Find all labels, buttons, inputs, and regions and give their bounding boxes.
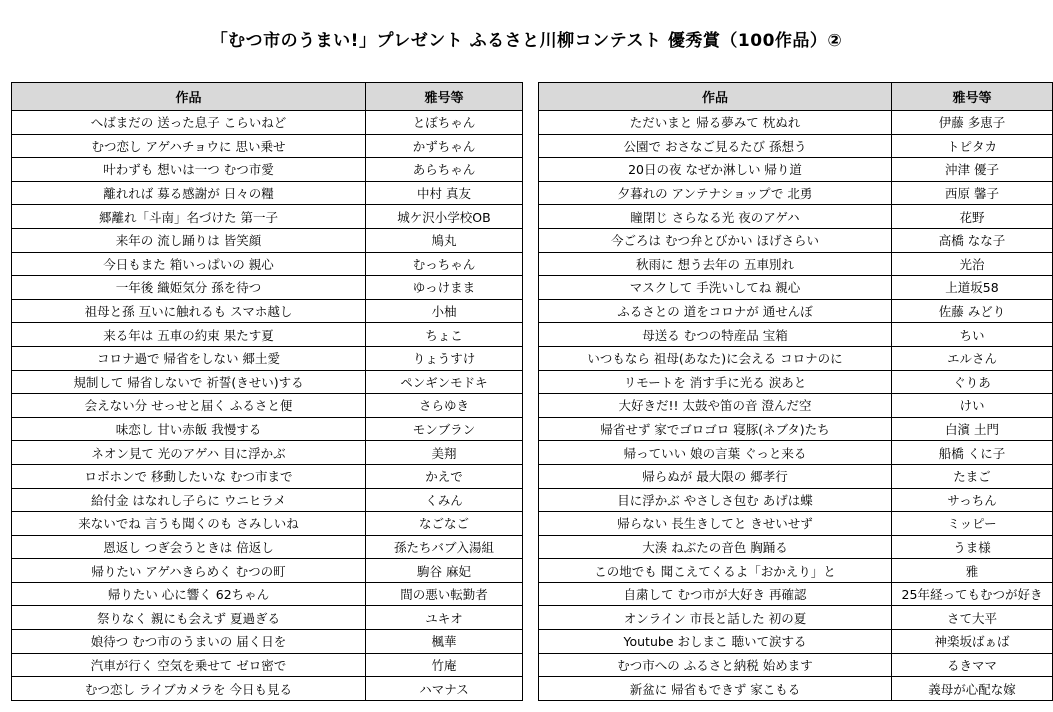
table-row <box>539 111 1053 135</box>
table-row <box>12 158 523 182</box>
penname-cell: さらゆき <box>366 394 523 418</box>
penname-cell: 佐藤 みどり <box>892 299 1053 323</box>
senryu-table-left <box>11 82 523 701</box>
column-header-work: 作品 <box>539 83 892 111</box>
senryu-work-cell: 帰省せず 家でゴロゴロ 寝豚(ネブタ)たち <box>539 417 892 441</box>
penname-cell: 楓華 <box>366 630 523 654</box>
penname-cell: 西原 馨子 <box>892 181 1053 205</box>
table-row <box>539 228 1053 252</box>
table-row <box>539 252 1053 276</box>
penname-cell: かえで <box>366 464 523 488</box>
penname-cell: くみん <box>366 488 523 512</box>
table-row <box>12 370 523 394</box>
senryu-work-cell: 公園で おさなご見るたび 孫想う <box>539 134 892 158</box>
table-row <box>539 394 1053 418</box>
table-row <box>539 276 1053 300</box>
senryu-work-cell: 離れれば 募る感謝が 日々の糧 <box>12 181 366 205</box>
senryu-table-right <box>538 82 1053 701</box>
senryu-work-cell: 祖母と孫 互いに触れるも スマホ越し <box>12 299 366 323</box>
senryu-work-cell: 大好きだ!! 太鼓や笛の音 澄んだ空 <box>539 394 892 418</box>
penname-cell: 光治 <box>892 252 1053 276</box>
penname-cell: なごなご <box>366 512 523 536</box>
senryu-work-cell: 給付金 はなれし子らに ウニヒラメ <box>12 488 366 512</box>
senryu-work-cell: 味恋し 甘い赤飯 我慢する <box>12 417 366 441</box>
penname-cell: とぼちゃん <box>366 111 523 135</box>
penname-cell: ミッピー <box>892 512 1053 536</box>
page-title: 「むつ市のうまい!」プレゼント ふるさと川柳コンテスト 優秀賞（100作品）② <box>210 31 843 51</box>
penname-cell: 伊藤 多恵子 <box>892 111 1053 135</box>
table-row <box>539 630 1053 654</box>
senryu-work-cell: いつもなら 祖母(あなた)に会える コロナのに <box>539 346 892 370</box>
senryu-work-cell: むつ恋し アゲハチョウに 思い乗せ <box>12 134 366 158</box>
penname-cell: ちい <box>892 323 1053 347</box>
senryu-work-cell: 娘待つ むつ市のうまいの 届く日を <box>12 630 366 654</box>
table-row <box>539 535 1053 559</box>
penname-cell: 上道坂58 <box>892 276 1053 300</box>
table-row <box>12 346 523 370</box>
table-row <box>539 417 1053 441</box>
penname-cell: さて大平 <box>892 606 1053 630</box>
penname-cell: りょうすけ <box>366 346 523 370</box>
senryu-work-cell: 新盆に 帰省もできず 家こもる <box>539 677 892 701</box>
table-row <box>12 417 523 441</box>
column-header-penname: 雅号等 <box>366 83 523 111</box>
table-row <box>12 441 523 465</box>
penname-cell: けい <box>892 394 1053 418</box>
table-row <box>12 630 523 654</box>
table-row <box>539 488 1053 512</box>
penname-cell: 義母が心配な嫁 <box>892 677 1053 701</box>
table-row <box>12 488 523 512</box>
senryu-work-cell: へばまだの 送った息子 こらいねど <box>12 111 366 135</box>
table-row <box>539 441 1053 465</box>
table-row <box>12 394 523 418</box>
penname-cell: ペンギンモドキ <box>366 370 523 394</box>
senryu-work-cell: 会えない分 せっせと届く ふるさと便 <box>12 394 366 418</box>
senryu-work-cell: 郷離れ「斗南」名づけた 第一子 <box>12 205 366 229</box>
senryu-work-cell: 自粛して むつ市が大好き 再確認 <box>539 582 892 606</box>
senryu-work-cell: 帰りたい 心に響く 62ちゃん <box>12 582 366 606</box>
table-row <box>12 228 523 252</box>
penname-cell: モンブラン <box>366 417 523 441</box>
senryu-work-cell: 汽車が行く 空気を乗せて ゼロ密で <box>12 653 366 677</box>
senryu-work-cell: リモートを 消す手に光る 涙あと <box>539 370 892 394</box>
senryu-work-cell: 目に浮かぶ やさしさ包む あげは蝶 <box>539 488 892 512</box>
penname-cell: エルさん <box>892 346 1053 370</box>
table-row <box>539 181 1053 205</box>
penname-cell: あらちゃん <box>366 158 523 182</box>
table-row <box>12 252 523 276</box>
penname-cell: 神楽坂ばぁば <box>892 630 1053 654</box>
senryu-work-cell: コロナ過で 帰省をしない 郷土愛 <box>12 346 366 370</box>
senryu-work-cell: 帰らない 長生きしてと きせいせず <box>539 512 892 536</box>
table-row <box>539 606 1053 630</box>
senryu-work-cell: 夕暮れの アンテナショップで 北勇 <box>539 181 892 205</box>
table-row <box>12 134 523 158</box>
penname-cell: 高橋 なな子 <box>892 228 1053 252</box>
column-header-work: 作品 <box>12 83 366 111</box>
senryu-work-cell: 来る年は 五車の約束 果たす夏 <box>12 323 366 347</box>
table-row <box>12 512 523 536</box>
senryu-work-cell: ロボホンで 移動したいな むつ市まで <box>12 464 366 488</box>
penname-cell: ぐりあ <box>892 370 1053 394</box>
penname-cell: 孫たちバブ入湯組 <box>366 535 523 559</box>
senryu-work-cell: 秋雨に 想う去年の 五車別れ <box>539 252 892 276</box>
table-row <box>12 111 523 135</box>
penname-cell: 船橋 くに子 <box>892 441 1053 465</box>
penname-cell: ゆっけまま <box>366 276 523 300</box>
penname-cell: ハマナス <box>366 677 523 701</box>
table-row <box>539 677 1053 701</box>
senryu-work-cell: 帰りたい アゲハきらめく むつの町 <box>12 559 366 583</box>
penname-cell: 25年経ってもむつが好き <box>892 582 1053 606</box>
senryu-work-cell: マスクして 手洗いしてね 親心 <box>539 276 892 300</box>
table-row <box>539 559 1053 583</box>
table-row <box>539 299 1053 323</box>
table-row <box>12 181 523 205</box>
penname-cell: 鳩丸 <box>366 228 523 252</box>
penname-cell: たまご <box>892 464 1053 488</box>
penname-cell: 雅 <box>892 559 1053 583</box>
penname-cell: むっちゃん <box>366 252 523 276</box>
table-header-row <box>12 83 523 111</box>
penname-cell: うま様 <box>892 535 1053 559</box>
penname-cell: かずちゃん <box>366 134 523 158</box>
table-row <box>12 323 523 347</box>
senryu-work-cell: 帰っていい 娘の言葉 ぐっと来る <box>539 441 892 465</box>
table-row <box>12 205 523 229</box>
table-row <box>539 370 1053 394</box>
senryu-work-cell: オンライン 市長と話した 初の夏 <box>539 606 892 630</box>
senryu-work-cell: 大湊 ねぶたの音色 胸踊る <box>539 535 892 559</box>
table-row <box>12 653 523 677</box>
table-row <box>539 653 1053 677</box>
senryu-work-cell: むつ市への ふるさと納税 始めます <box>539 653 892 677</box>
senryu-work-cell: ネオン見て 光のアゲハ 目に浮かぶ <box>12 441 366 465</box>
penname-cell: 美翔 <box>366 441 523 465</box>
penname-cell: 城ケ沢小学校OB <box>366 205 523 229</box>
senryu-work-cell: 一年後 織姫気分 孫を待つ <box>12 276 366 300</box>
penname-cell: 竹庵 <box>366 653 523 677</box>
senryu-work-cell: 叶わずも 想いは一つ むつ市愛 <box>12 158 366 182</box>
senryu-work-cell: 来年の 流し踊りは 皆笑顔 <box>12 228 366 252</box>
table-row <box>12 299 523 323</box>
senryu-work-cell: 恩返し つぎ会うときは 倍返し <box>12 535 366 559</box>
penname-cell: 花野 <box>892 205 1053 229</box>
senryu-work-cell: 来ないでね 言うも聞くのも さみしいね <box>12 512 366 536</box>
table-row <box>539 158 1053 182</box>
table-row <box>12 582 523 606</box>
penname-cell: 沖津 優子 <box>892 158 1053 182</box>
table-row <box>539 134 1053 158</box>
table-row <box>12 677 523 701</box>
penname-cell: るきママ <box>892 653 1053 677</box>
penname-cell: ちょこ <box>366 323 523 347</box>
table-row <box>539 323 1053 347</box>
table-row <box>12 464 523 488</box>
table-row <box>539 205 1053 229</box>
senryu-work-cell: 祭りなく 親にも会えず 夏過ぎる <box>12 606 366 630</box>
penname-cell: ユキオ <box>366 606 523 630</box>
table-row <box>12 606 523 630</box>
table-row <box>539 346 1053 370</box>
penname-cell: 駒谷 麻妃 <box>366 559 523 583</box>
senryu-work-cell: 規制して 帰省しないで 祈誓(きせい)する <box>12 370 366 394</box>
table-row <box>539 464 1053 488</box>
table-row <box>539 582 1053 606</box>
senryu-work-cell: ふるさとの 道をコロナが 通せんぼ <box>539 299 892 323</box>
senryu-work-cell: この地でも 聞こえてくるよ「おかえり」と <box>539 559 892 583</box>
senryu-work-cell: ただいまと 帰る夢みて 枕ぬれ <box>539 111 892 135</box>
penname-cell: 間の悪い転勤者 <box>366 582 523 606</box>
senryu-work-cell: 今日もまた 箱いっぱいの 親心 <box>12 252 366 276</box>
table-header-row <box>539 83 1053 111</box>
table-row <box>12 559 523 583</box>
penname-cell: トピタカ <box>892 134 1053 158</box>
senryu-work-cell: 帰らぬが 最大限の 郷孝行 <box>539 464 892 488</box>
senryu-work-cell: 母送る むつの特産品 宝箱 <box>539 323 892 347</box>
table-row <box>12 535 523 559</box>
column-header-penname: 雅号等 <box>892 83 1053 111</box>
table-row <box>539 512 1053 536</box>
senryu-work-cell: 今ごろは むつ弁とびかい ほげさらい <box>539 228 892 252</box>
senryu-work-cell: むつ恋し ライブカメラを 今日も見る <box>12 677 366 701</box>
table-row <box>12 276 523 300</box>
penname-cell: 小柚 <box>366 299 523 323</box>
senryu-work-cell: 瞳閉じ さらなる光 夜のアゲハ <box>539 205 892 229</box>
penname-cell: 白濱 土門 <box>892 417 1053 441</box>
penname-cell: サっちん <box>892 488 1053 512</box>
senryu-work-cell: Youtube おしまこ 聴いて涙する <box>539 630 892 654</box>
penname-cell: 中村 真友 <box>366 181 523 205</box>
senryu-work-cell: 20日の夜 なぜか淋しい 帰り道 <box>539 158 892 182</box>
